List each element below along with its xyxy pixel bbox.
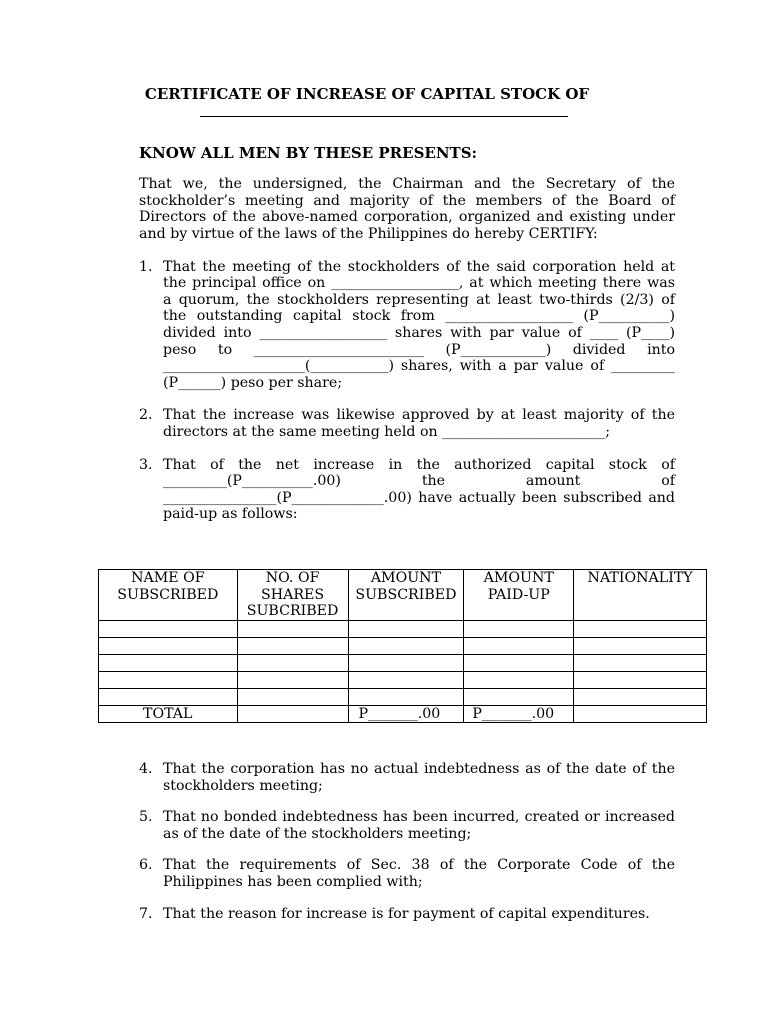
table-cell[interactable] <box>348 654 464 671</box>
item-text: That of the net increase in the authorized capital stock of _________(P__________.00) the amount of ________________(P_____________.00) have actually been subscribed and paid-up as follows: <box>163 456 675 523</box>
table-header: AMOUNT SUBSCRIBED <box>348 570 464 621</box>
list-item <box>139 906 675 923</box>
table-cell[interactable] <box>237 637 348 654</box>
table-header: NATIONALITY <box>574 570 707 621</box>
table-cell[interactable] <box>348 620 464 637</box>
table-cell[interactable] <box>464 637 574 654</box>
list-item <box>139 761 675 794</box>
table-row <box>99 637 707 654</box>
item-text: That the reason for increase is for payment of capital expenditures. <box>163 905 650 922</box>
document-body <box>139 86 675 539</box>
table-cell[interactable] <box>99 620 238 637</box>
table-cell[interactable] <box>99 671 238 688</box>
table-header: NAME OF SUBSCRIBED <box>99 570 238 621</box>
item-number: 3. <box>139 456 153 473</box>
item-text: That no bonded indebtedness has been incurred, created or increased as of the date of the stockholders meeting; <box>163 809 675 842</box>
table-cell[interactable] <box>464 654 574 671</box>
table-row <box>99 688 707 705</box>
table-cell[interactable] <box>574 688 707 705</box>
total-label: TOTAL <box>99 705 238 723</box>
table-cell[interactable] <box>574 671 707 688</box>
item-text: That the meeting of the stockholders of the said corporation held at the principal office on __________________, at which meeting there was a quorum, the stockholders representing at least two-thirds (2/3) of the outstanding capital stock from __________________ (P__________) divided into __________________ shares with par value of ____ (P____) peso to ________________________ (P____________) divided into ____________________(___________) shares, with a par value of _________ (P______) peso per share; <box>163 258 675 391</box>
table-cell[interactable] <box>464 620 574 637</box>
item-number: 6. <box>139 857 153 874</box>
item-number: 1. <box>139 258 153 275</box>
table-cell[interactable] <box>574 637 707 654</box>
table-cell[interactable] <box>237 671 348 688</box>
item-text: That the increase was likewise approved by at least majority of the directors at the same meeting held on _______________________; <box>163 407 675 440</box>
item-number: 5. <box>139 809 153 826</box>
table-cell[interactable] <box>237 620 348 637</box>
table-cell[interactable] <box>464 688 574 705</box>
document-heading: KNOW ALL MEN BY THESE PRESENTS: <box>139 143 478 162</box>
table-cell[interactable] <box>348 637 464 654</box>
document-title: CERTIFICATE OF INCREASE OF CAPITAL STOCK OF <box>144 85 590 103</box>
list-item <box>139 809 675 842</box>
table-cell[interactable] <box>99 654 238 671</box>
total-amount-paid[interactable]: P_______.00 <box>464 705 574 723</box>
certification-list-continued <box>139 761 675 922</box>
table-header: NO. OF SHARES SUBCRIBED <box>237 570 348 621</box>
document-body-continued <box>139 761 675 937</box>
item-text: That the corporation has no actual indebtedness as of the date of the stockholders meeting; <box>163 761 675 794</box>
table-cell[interactable] <box>99 688 238 705</box>
table-cell[interactable] <box>574 620 707 637</box>
list-item <box>139 407 675 440</box>
subscription-table <box>98 569 707 723</box>
table-cell[interactable] <box>99 637 238 654</box>
list-item <box>139 259 675 392</box>
item-number: 2. <box>139 407 153 424</box>
table-cell[interactable] <box>464 671 574 688</box>
table-row <box>99 620 707 637</box>
intro-paragraph: That we, the undersigned, the Chairman and the Secretary of the stockholder’s meeting and majority of the members of the Board of Directors of the above-named corporation, organized and existing under and by virtue of the laws of the Philippines do hereby CERTIFY: <box>139 176 675 242</box>
table-cell[interactable] <box>348 688 464 705</box>
table-header: AMOUNT PAID-UP <box>464 570 574 621</box>
table-cell[interactable] <box>348 671 464 688</box>
item-number: 4. <box>139 761 153 777</box>
table-cell[interactable] <box>574 705 707 723</box>
corporation-name-blank <box>200 106 568 117</box>
item-number: 7. <box>139 905 153 922</box>
item-text: That the requirements of Sec. 38 of the Corporate Code of the Philippines has been complied with; <box>163 857 675 890</box>
list-item <box>139 857 675 890</box>
table-row <box>99 671 707 688</box>
total-amount-subscribed[interactable]: P_______.00 <box>348 705 464 723</box>
table-total-row <box>99 705 707 723</box>
table-header-row <box>99 570 707 621</box>
table-cell[interactable] <box>237 654 348 671</box>
certification-list <box>139 259 675 523</box>
table-row <box>99 654 707 671</box>
table-cell[interactable] <box>237 705 348 723</box>
table-cell[interactable] <box>574 654 707 671</box>
subscription-table-wrapper <box>98 569 707 723</box>
table-cell[interactable] <box>237 688 348 705</box>
list-item <box>139 457 675 523</box>
